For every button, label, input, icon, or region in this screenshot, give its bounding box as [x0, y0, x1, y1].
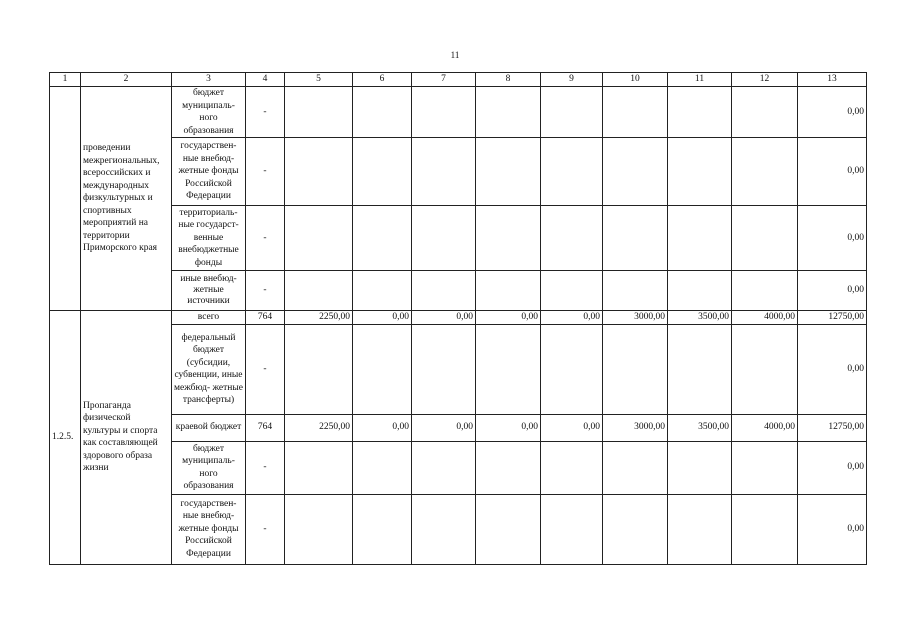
cell-col9: [541, 494, 603, 564]
cell-col12: [732, 271, 798, 311]
column-header: 12: [732, 73, 798, 87]
cell-col11: [668, 206, 732, 271]
column-header: 3: [172, 73, 246, 87]
cell-col5: 2250,00: [285, 311, 353, 325]
table-row: [50, 138, 867, 206]
cell-col10: [603, 87, 668, 138]
cell-col7: [412, 324, 476, 414]
column-header: 1: [50, 73, 81, 87]
cell-col13: 12750,00: [798, 414, 867, 441]
cell-col6: [353, 324, 412, 414]
cell-col10: [603, 271, 668, 311]
cell-col13: 0,00: [798, 87, 867, 138]
cell-col10: [603, 206, 668, 271]
cell-col6: [353, 494, 412, 564]
cell-col10: [603, 138, 668, 206]
cell-col12: 4000,00: [732, 414, 798, 441]
cell-col6: [353, 87, 412, 138]
table-row: [50, 311, 867, 325]
cell-col11: [668, 138, 732, 206]
column-header: 7: [412, 73, 476, 87]
cell-col13: 12750,00: [798, 311, 867, 325]
cell-col10: [603, 494, 668, 564]
cell-col5: [285, 87, 353, 138]
cell-col12: [732, 324, 798, 414]
cell-col10: 3000,00: [603, 311, 668, 325]
cell-col8: [476, 324, 541, 414]
column-header: 6: [353, 73, 412, 87]
cell-col12: [732, 206, 798, 271]
cell-col4: -: [246, 271, 285, 311]
cell-col6: [353, 206, 412, 271]
page-number: 11: [450, 50, 460, 60]
cell-col11: [668, 324, 732, 414]
cell-col4: 764: [246, 311, 285, 325]
funding-source: государствен- ные внебюд- жетные фонды Российской Федерации: [172, 494, 246, 564]
cell-col5: 2250,00: [285, 414, 353, 441]
cell-col10: 3000,00: [603, 414, 668, 441]
cell-col8: 0,00: [476, 311, 541, 325]
cell-col11: [668, 271, 732, 311]
cell-col9: [541, 87, 603, 138]
cell-col13: 0,00: [798, 206, 867, 271]
budget-table: [49, 72, 867, 565]
cell-col4: -: [246, 494, 285, 564]
column-header: 8: [476, 73, 541, 87]
cell-col11: 3500,00: [668, 414, 732, 441]
row-code: 1.2.5.: [50, 311, 81, 565]
cell-col10: [603, 441, 668, 494]
activity-name: Пропаганда физической культуры и спорта как составляющей здорового образа жизни: [81, 311, 172, 565]
cell-col7: [412, 87, 476, 138]
cell-col4: -: [246, 87, 285, 138]
funding-source: территориаль- ные государст- венные внебюджетные фонды: [172, 206, 246, 271]
cell-col6: [353, 441, 412, 494]
cell-col8: 0,00: [476, 414, 541, 441]
cell-col10: [603, 324, 668, 414]
cell-col4: 764: [246, 414, 285, 441]
column-header: 10: [603, 73, 668, 87]
cell-col12: [732, 441, 798, 494]
cell-col8: [476, 138, 541, 206]
cell-col5: [285, 494, 353, 564]
cell-col6: 0,00: [353, 414, 412, 441]
column-header: 13: [798, 73, 867, 87]
cell-col4: -: [246, 441, 285, 494]
cell-col9: 0,00: [541, 311, 603, 325]
cell-col8: [476, 206, 541, 271]
funding-source: краевой бюджет: [172, 414, 246, 441]
cell-col12: [732, 87, 798, 138]
cell-col11: [668, 87, 732, 138]
cell-col4: -: [246, 206, 285, 271]
cell-col11: 3500,00: [668, 311, 732, 325]
cell-col12: [732, 494, 798, 564]
cell-col9: [541, 138, 603, 206]
funding-source: всего: [172, 311, 246, 325]
table-row: [50, 271, 867, 311]
column-header: 2: [81, 73, 172, 87]
cell-col9: 0,00: [541, 414, 603, 441]
funding-source: федеральный бюджет (субсидии, субвенции, иные межбюд- жетные трансферты): [172, 324, 246, 414]
cell-col5: [285, 206, 353, 271]
cell-col8: [476, 271, 541, 311]
cell-col4: -: [246, 324, 285, 414]
cell-col13: 0,00: [798, 441, 867, 494]
column-header: 9: [541, 73, 603, 87]
cell-col5: [285, 271, 353, 311]
cell-col7: [412, 138, 476, 206]
cell-col12: 4000,00: [732, 311, 798, 325]
table-row: [50, 441, 867, 494]
cell-col9: [541, 324, 603, 414]
cell-col13: 0,00: [798, 138, 867, 206]
cell-col5: [285, 324, 353, 414]
cell-col5: [285, 138, 353, 206]
column-header: 4: [246, 73, 285, 87]
column-number-row: [50, 73, 867, 87]
cell-col7: 0,00: [412, 414, 476, 441]
cell-col8: [476, 87, 541, 138]
cell-col7: 0,00: [412, 311, 476, 325]
cell-col7: [412, 271, 476, 311]
cell-col6: [353, 271, 412, 311]
row-code: [50, 87, 81, 311]
funding-source: бюджет муниципаль- ного образования: [172, 441, 246, 494]
cell-col9: [541, 441, 603, 494]
cell-col13: 0,00: [798, 324, 867, 414]
cell-col13: 0,00: [798, 494, 867, 564]
table-row: [50, 206, 867, 271]
cell-col8: [476, 494, 541, 564]
cell-col9: [541, 206, 603, 271]
cell-col7: [412, 206, 476, 271]
cell-col7: [412, 494, 476, 564]
table-row: [50, 414, 867, 441]
column-header: 5: [285, 73, 353, 87]
cell-col8: [476, 441, 541, 494]
funding-source: бюджет муниципаль- ного образования: [172, 87, 246, 138]
funding-source: государствен- ные внебюд- жетные фонды Российской Федерации: [172, 138, 246, 206]
funding-source: иные внебюд- жетные источники: [172, 271, 246, 311]
table-row: [50, 494, 867, 564]
cell-col11: [668, 441, 732, 494]
cell-col6: [353, 138, 412, 206]
column-header: 11: [668, 73, 732, 87]
cell-col11: [668, 494, 732, 564]
cell-col13: 0,00: [798, 271, 867, 311]
cell-col9: [541, 271, 603, 311]
cell-col5: [285, 441, 353, 494]
cell-col4: -: [246, 138, 285, 206]
cell-col12: [732, 138, 798, 206]
activity-name: проведении межрегиональных, всероссийских и международных физкультурных и спортивных мероприятий на территории Приморского края: [81, 87, 172, 311]
table-row: [50, 87, 867, 138]
cell-col6: 0,00: [353, 311, 412, 325]
table-row: [50, 324, 867, 414]
cell-col7: [412, 441, 476, 494]
